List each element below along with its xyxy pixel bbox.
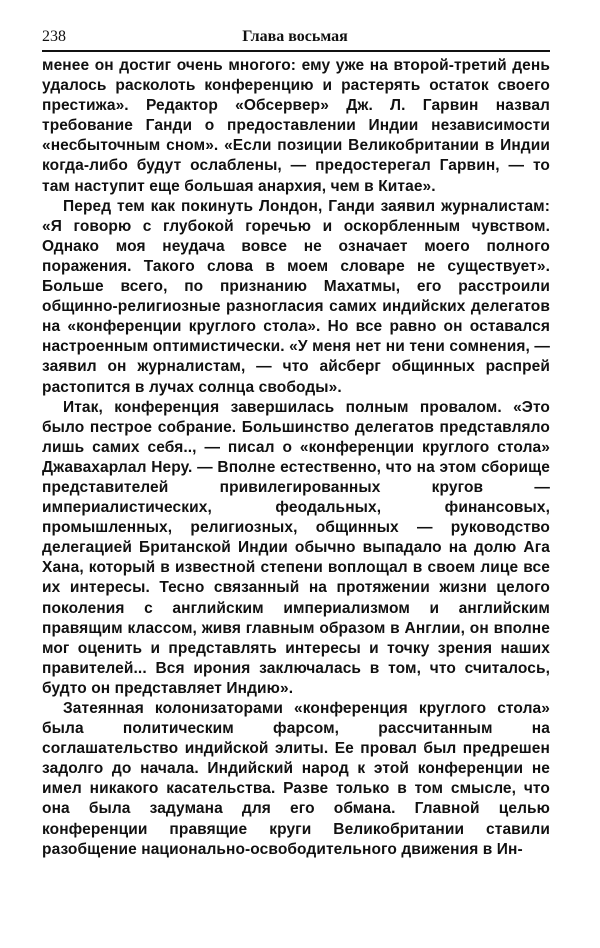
paragraph-1: менее он достиг очень многого: ему уже на второй-третий день удалось расколоть конференцию и растерять остаток своего престижа». Редактор «Обсервер» Дж. Л. Гарвин назвал требование Ганди о предоставлении Индии независимости «несбыточным сном». «Если позиции Великобритании в Индии когда-либо будут ослаблены, — предостерегал Гарвин, — то там наступит еще большая анархия, чем в Китае». (42, 57, 550, 195)
paragraph-3: Итак, конференция завершилась полным провалом. «Это было пестрое собрание. Большинство делегатов представляло лишь самих себя.., — писал о «конференции круглого стола» Джавахарлал Неру. — Вполне естественно, что на этом сборище представителей привилегированных кругов — империалистических, феодальных, финансовых, промышленных, религиозных, общинных — руководство делегацией Британской Индии обычно выпадало на долю Ага Хана, который в известной степени воплощал в своем лице все их интересы. Тесно связанный на протяжении жизни целого поколения с английским империализмом и английским правящим классом, живя главным образом в Англии, он вполне мог оценить и представлять интересы и точку зрения наших правителей... Вся ирония заключалась в том, что считалось, будто он представляет Индию». (42, 398, 550, 697)
paragraph-2: Перед тем как покинуть Лондон, Ганди заявил журналистам: «Я говорю с глубокой горечью и оскорбленным чувством. Однако моя неудача вовсе не означает моего полного поражения. Такого слова в моем словаре не существует». Больше всего, по признанию Махатмы, его расстроили общинно-религиозные разногласия самих индийских делегатов на «конференции круглого стола». Но все равно он оставался настроенным оптимистически. «У меня нет ни тени сомнения, — заявил он журналистам, — что айсберг общинных распрей растопится в лучах солнца свободы». (42, 197, 550, 396)
paragraph-4: Затеянная колонизаторами «конференция круглого стола» была политическим фарсом, рассчитанным на соглашательство индийской элиты. Ее провал был предрешен задолго до начала. Индийский народ к этой конференции не имел никакого касательства. Разве только в том смысле, что она была задумана для его обмана. Главной целью конференции правящие круги Великобритании ставили разобщение национально-освободительного движения в Ин- (42, 700, 550, 858)
header-rule (42, 50, 550, 52)
running-header (42, 28, 550, 48)
page-number: 238 (42, 28, 66, 45)
chapter-title: Глава восьмая (242, 28, 348, 45)
body-text (42, 56, 550, 860)
book-page (42, 28, 550, 860)
